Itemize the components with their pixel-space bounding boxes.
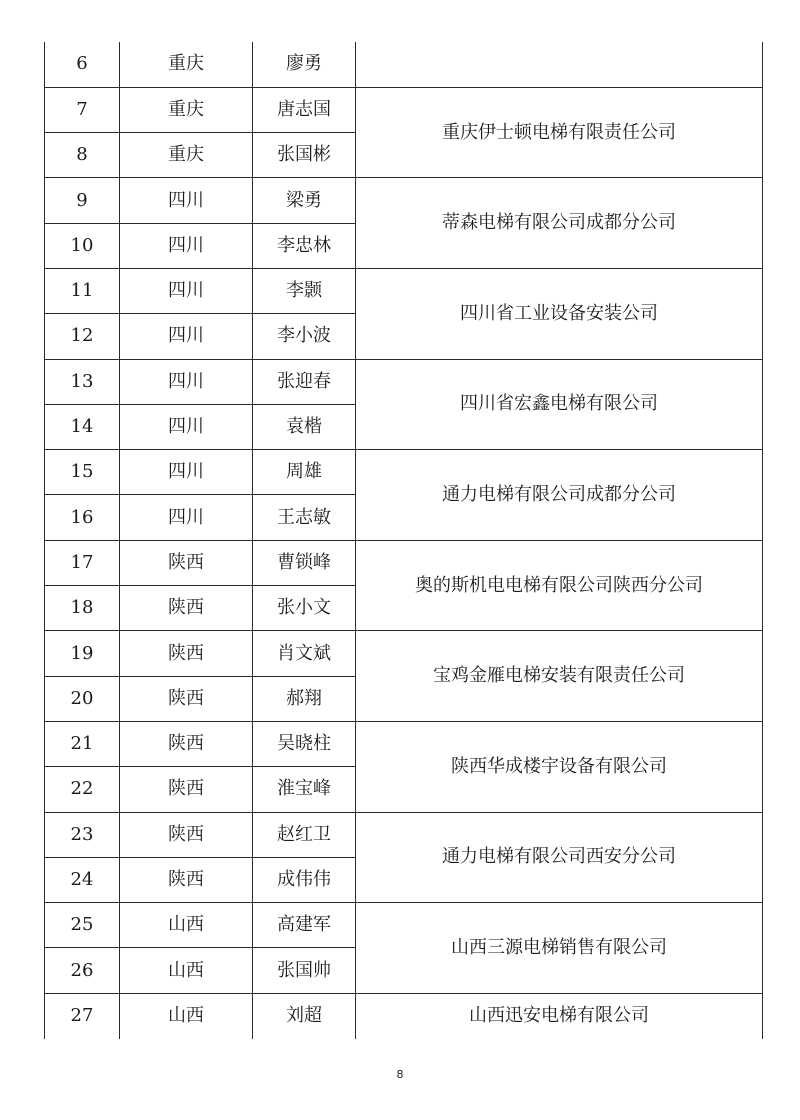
province: 四川 [120, 314, 253, 359]
province: 陕西 [120, 857, 253, 902]
company-name: 陕西华成楼宇设备有限公司 [356, 721, 763, 812]
row-number: 15 [45, 450, 120, 495]
province: 重庆 [120, 87, 253, 132]
province: 陕西 [120, 540, 253, 585]
person-name: 曹锁峰 [253, 540, 356, 585]
person-name: 高建军 [253, 903, 356, 948]
row-number: 17 [45, 540, 120, 585]
row-number: 21 [45, 721, 120, 766]
person-name: 王志敏 [253, 495, 356, 540]
table-row [45, 631, 763, 676]
province: 四川 [120, 404, 253, 449]
company-name: 通力电梯有限公司西安分公司 [356, 812, 763, 903]
person-name: 张国帅 [253, 948, 356, 993]
province: 四川 [120, 268, 253, 313]
row-number: 13 [45, 359, 120, 404]
province: 四川 [120, 450, 253, 495]
province: 陕西 [120, 721, 253, 766]
province: 四川 [120, 495, 253, 540]
person-name: 赵红卫 [253, 812, 356, 857]
personnel-table [44, 42, 763, 1039]
row-number: 22 [45, 767, 120, 812]
person-name: 刘超 [253, 993, 356, 1038]
person-name: 肖文斌 [253, 631, 356, 676]
table-row [45, 268, 763, 313]
province: 山西 [120, 948, 253, 993]
table-row [45, 903, 763, 948]
person-name: 梁勇 [253, 178, 356, 223]
company-name: 宝鸡金雁电梯安装有限责任公司 [356, 631, 763, 722]
row-number: 10 [45, 223, 120, 268]
row-number: 19 [45, 631, 120, 676]
table-row [45, 42, 763, 87]
person-name: 张小文 [253, 586, 356, 631]
person-name: 唐志国 [253, 87, 356, 132]
table-row [45, 993, 763, 1038]
person-name: 袁楷 [253, 404, 356, 449]
company-name: 奥的斯机电电梯有限公司陕西分公司 [356, 540, 763, 631]
company-name: 山西三源电梯销售有限公司 [356, 903, 763, 994]
row-number: 11 [45, 268, 120, 313]
province: 陕西 [120, 631, 253, 676]
row-number: 18 [45, 586, 120, 631]
company-name: 山西迅安电梯有限公司 [356, 993, 763, 1038]
person-name: 廖勇 [253, 42, 356, 87]
table-row [45, 87, 763, 132]
page-number: 8 [396, 1068, 404, 1081]
person-name: 李颢 [253, 268, 356, 313]
person-name: 李忠林 [253, 223, 356, 268]
row-number: 25 [45, 903, 120, 948]
province: 重庆 [120, 133, 253, 178]
person-name: 周雄 [253, 450, 356, 495]
row-number: 14 [45, 404, 120, 449]
row-number: 23 [45, 812, 120, 857]
row-number: 20 [45, 676, 120, 721]
person-name: 张迎春 [253, 359, 356, 404]
company-name: 四川省宏鑫电梯有限公司 [356, 359, 763, 450]
person-name: 郝翔 [253, 676, 356, 721]
row-number: 16 [45, 495, 120, 540]
table-row [45, 178, 763, 223]
company-name [356, 42, 763, 87]
person-name: 吴晓柱 [253, 721, 356, 766]
province: 陕西 [120, 586, 253, 631]
row-number: 26 [45, 948, 120, 993]
company-name: 四川省工业设备安装公司 [356, 268, 763, 359]
province: 山西 [120, 903, 253, 948]
company-name: 重庆伊士顿电梯有限责任公司 [356, 87, 763, 178]
row-number: 8 [45, 133, 120, 178]
table-row [45, 721, 763, 766]
table-row [45, 540, 763, 585]
row-number: 12 [45, 314, 120, 359]
province: 山西 [120, 993, 253, 1038]
table-row [45, 359, 763, 404]
table-row [45, 450, 763, 495]
row-number: 6 [45, 42, 120, 87]
province: 陕西 [120, 812, 253, 857]
person-name: 李小波 [253, 314, 356, 359]
row-number: 24 [45, 857, 120, 902]
province: 重庆 [120, 42, 253, 87]
row-number: 7 [45, 87, 120, 132]
row-number: 27 [45, 993, 120, 1038]
province: 陕西 [120, 767, 253, 812]
province: 四川 [120, 223, 253, 268]
company-name: 蒂森电梯有限公司成都分公司 [356, 178, 763, 269]
province: 四川 [120, 359, 253, 404]
province: 陕西 [120, 676, 253, 721]
person-name: 张国彬 [253, 133, 356, 178]
table-row [45, 812, 763, 857]
company-name: 通力电梯有限公司成都分公司 [356, 450, 763, 541]
row-number: 9 [45, 178, 120, 223]
person-name: 成伟伟 [253, 857, 356, 902]
person-name: 淮宝峰 [253, 767, 356, 812]
province: 四川 [120, 178, 253, 223]
